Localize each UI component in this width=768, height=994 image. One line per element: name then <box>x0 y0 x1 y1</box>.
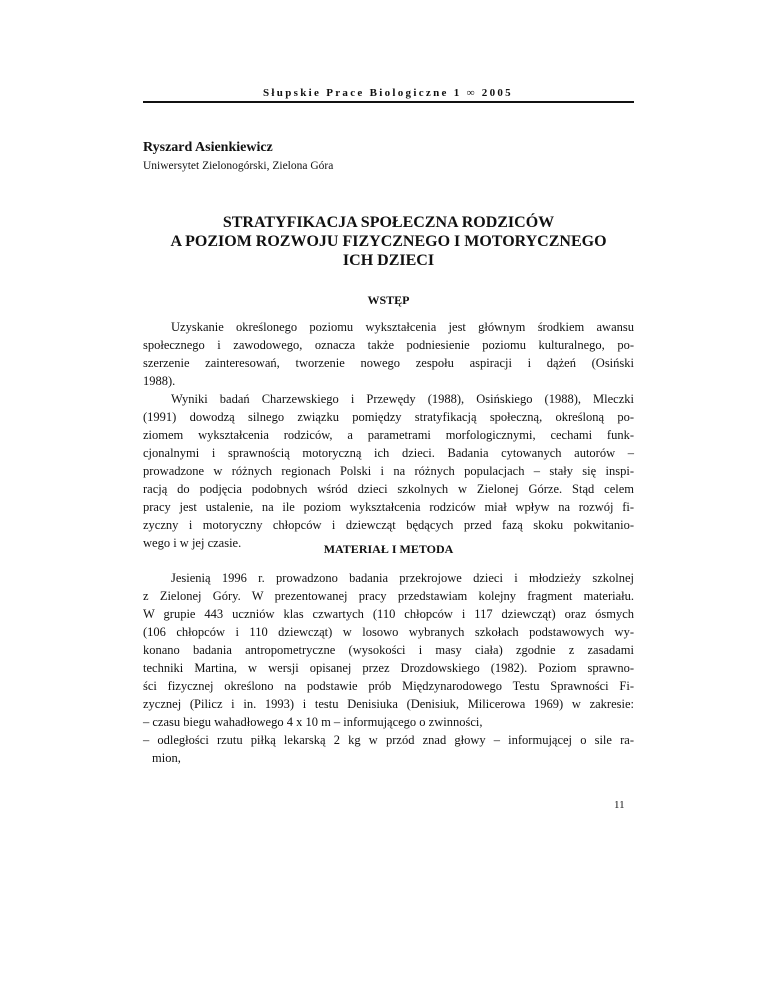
text-line: ziomem wykształcenia rodziców, a parametrami morfologicznymi, cechami funk- <box>143 428 634 442</box>
text-line: wego i w jej czasie. <box>143 536 242 550</box>
author-affiliation: Uniwersytet Zielonogórski, Zielona Góra <box>143 160 334 172</box>
header-rule <box>143 101 634 103</box>
author-name: Ryszard Asienkiewicz <box>143 140 273 155</box>
article-title <box>143 213 634 270</box>
list-item: – czasu biegu wahadłowego 4 x 10 m – informującego o zwinności, <box>143 715 483 729</box>
list-item: – odległości rzutu piłką lekarską 2 kg w przód znad głowy – informującej o sile ra- <box>143 733 634 747</box>
title-line: STRATYFIKACJA SPOŁECZNA RODZICÓW <box>222 214 555 231</box>
text-line: zycznej (Pilicz i in. 1993) i testu Denisiuka (Denisiuk, Milicerowa 1969) w zakresie: <box>143 697 634 711</box>
text-line: techniki Martina, w wersji opisanej przez Drozdowskiego (1982). Poziom sprawno- <box>143 661 634 675</box>
text-line: Jesienią 1996 r. prowadzono badania przekrojowe dzieci i młodzieży szkolnej <box>171 571 634 585</box>
title-line: A POZIOM ROZWOJU FIZYCZNEGO I MOTORYCZNEGO <box>170 233 607 250</box>
text-line: pracy jest ustalenie, na ile poziom wykształcenia rodziców miał wpływ na rozwój fi- <box>143 500 634 514</box>
section-heading-methods: MATERIAŁ I METODA <box>323 542 454 556</box>
page-number: 11 <box>614 799 625 811</box>
text-line: ści fizycznej określono na podstawie prób Międzynarodowego Testu Sprawności Fi- <box>143 679 634 693</box>
text-line: racją do podjęcia podobnych wśród dzieci szkolnych w Zielonej Górze. Stąd celem <box>143 482 634 496</box>
text-line: prowadzone w różnych regionach Polski i na różnych populacjach – stały się inspi- <box>143 464 634 478</box>
intro-paragraph-2 <box>143 390 634 552</box>
title-line: ICH DZIECI <box>342 252 435 269</box>
text-line: (106 chłopców i 110 dziewcząt) w losowo wybranych szkołach podstawowych wy- <box>143 625 634 639</box>
text-line: z Zielonej Góry. W prezentowanej pracy przedstawiam kolejny fragment materiału. <box>143 589 634 603</box>
list-item-continuation: mion, <box>152 751 181 765</box>
text-line: 1988). <box>143 374 176 388</box>
running-header: Słupskie Prace Biologiczne 1 ∞ 2005 <box>263 87 513 99</box>
text-line: zyczny i motoryczny chłopców i dziewcząt będących przed fazą skoku pokwitanio- <box>143 518 634 532</box>
text-line: (1991) dowodzą silnego związku pomiędzy stratyfikacją społeczną, określoną po- <box>143 410 634 424</box>
text-line: konano badania antropometryczne (wysokości i masy ciała) zgodnie z zasadami <box>143 643 634 657</box>
text-line: społecznego i zawodowego, oznacza także podniesienie poziomu kulturalnego, po- <box>143 338 634 352</box>
text-line: Uzyskanie określonego poziomu wykształcenia jest głównym środkiem awansu <box>171 320 634 334</box>
methods-paragraph-1 <box>143 569 634 767</box>
section-heading-intro: WSTĘP <box>367 293 410 307</box>
text-line: szerzenie zainteresowań, tworzenie nowego zespołu aspiracji i dążeń (Osiński <box>143 356 634 370</box>
text-line: Wyniki badań Charzewskiego i Przewędy (1988), Osińskiego (1988), Mleczki <box>171 392 634 406</box>
text-line: cjonalnymi i sprawnością motoryczną ich dzieci. Badania cytowanych autorów – <box>143 446 634 460</box>
intro-paragraph-1 <box>143 318 634 390</box>
text-line: W grupie 443 uczniów klas czwartych (110 chłopców i 117 dziewcząt) oraz ósmych <box>143 607 634 621</box>
